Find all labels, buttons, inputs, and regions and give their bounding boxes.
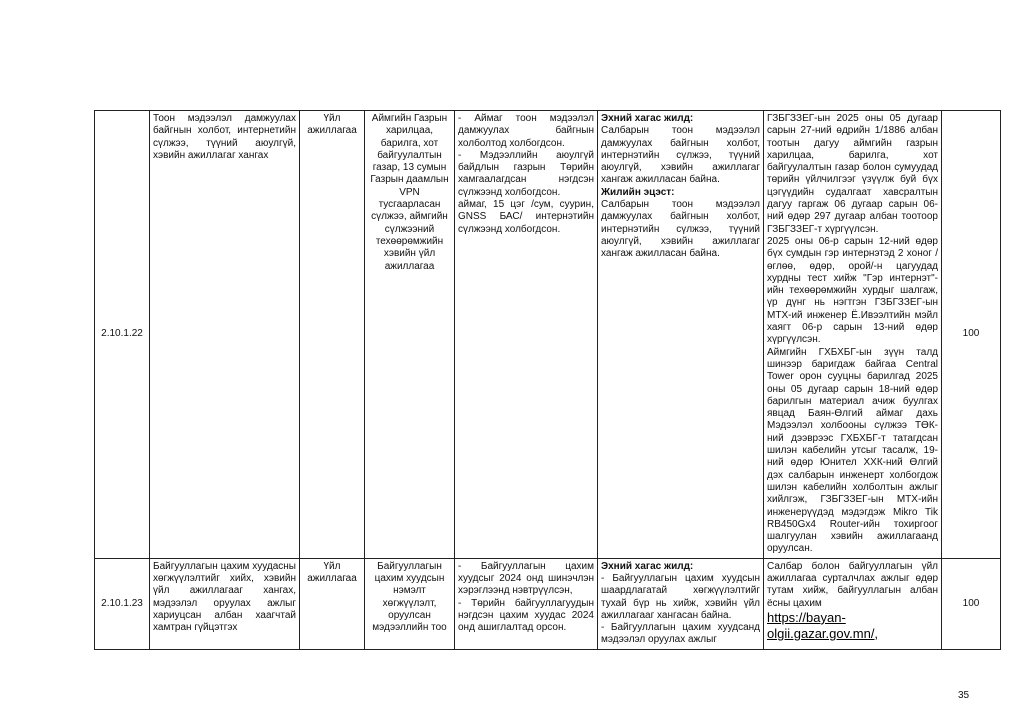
indicator-cell: Байгууллагын цахим хуудсын нэмэлт хөгжүүлэлт, оруулсан мэдээллийн тоо <box>365 558 455 649</box>
indicator-cell: Аймгийн Газрын харилцаа, барилга, хот байгуулалтын газар, 13 сумын Газрын даамлын VPN тусгаарласан сүлжээ, аймгийн сүлжээний техөөрөмжийн хэвийн үйл ажиллагаа <box>365 111 455 559</box>
page-number: 35 <box>958 690 970 701</box>
owner-cell: Үйл ажиллагаа <box>300 111 365 559</box>
table-row <box>95 558 1001 649</box>
status-text: Салбарын тоон мэдээлэл дамжуулах байгнын холбот, интернэтийн сүлжээ, түүний аюулгүй, хэвийн ажиллагаг хангаж ажилласан байна. <box>601 125 760 186</box>
row-code: 2.10.1.23 <box>95 558 150 649</box>
table-row <box>95 111 1001 559</box>
target-line: - Байгууллагын цахим хуудсыг 2024 онд шинэчлэн хэрэглээнд нэвтрүүлсэн, <box>458 560 594 597</box>
measure-cell: Байгууллагын цахим хуудасны хөгжүүлэлтийг хийх, хэвийн үйл ажиллагааг хангах, мэдээлэл оруулах ажлыг хариуцсан албан хаагчтай хамтран гүйцэтгэх <box>150 558 300 649</box>
status-cell <box>598 111 764 559</box>
report-table <box>94 110 1001 650</box>
report-cell <box>764 111 942 559</box>
status-text: - Байгууллагын цахим хуудсын шаардлагатай хөгжүүлэлтийг тухай бүр нь хийж, хэвийн үйл ажиллагааг хангасан байна. <box>601 572 760 621</box>
report-cell <box>764 558 942 649</box>
report-paragraph: 2025 оны 06-р сарын 12-ний өдөр бүх сумдын гэр интернэтэд 2 хоног /өглөө, өдөр, орой/-н цагуудад хурдны тест хийж "Гэр интернэт"-ийн техөөрөмжийн хурдыг шалгаж, үр дүнг нь нэгтгэн ГЗБГЗЗЕГ-ын МТХ-ий инженер Ё.Ивээлтийн мэйл хаягт 06-р сарын 13-ний өдөр хүргүүлсэн. <box>767 235 938 346</box>
score-cell: 100 <box>942 558 1001 649</box>
measure-cell: Тоон мэдээлэл дамжуулах байгнын холбот, интернетийн сүлжээ, түүний аюулгүй, хэвийн ажиллагаг хангах <box>150 111 300 559</box>
status-heading: Эхний хагас жилд: <box>601 560 694 572</box>
target-cell <box>455 111 598 559</box>
row-code: 2.10.1.22 <box>95 111 150 559</box>
status-heading: Эхний хагас жилд: <box>601 113 694 124</box>
report-paragraph: Салбар болон байгууллагын үйл ажиллагаа сурталчлах ажлыг өдөр тутам хийж, байгууллагын албан ёсны цахим <box>767 560 938 609</box>
website-link[interactable]: https://bayan-olgii.gazar.gov.mn/, <box>767 609 879 641</box>
owner-cell: Үйл ажиллагаа <box>300 558 365 649</box>
target-line: - Аймаг тоон мэдээлэл дамжуулах байгнын холболтод холбогдсон. <box>458 113 594 149</box>
report-paragraph: ГЗБГЗЗЕГ-ын 2025 оны 05 дугаар сарын 27-ний өдрийн 1/1886 албан тоотын дагуу аймгийн газрын харилцаа, барилга, хот байгуулалтын газар болон сумуудад төрийн үйлчилгээг үзүүлж буй бүх цэгүүдийн судалгаат хавсралтын дагуу гаргаж 06 дугаар сарын 06-ний өдөр 297 дугаар албан тоотоор ГЗБГЗЗЕГ-т хүргүүлсэн. <box>767 113 938 235</box>
report-paragraph: Аймгийн ГХБХБГ-ын зүүн талд шинээр баригдаж байгаа Central Tower орон сууцны барилгад 2025 оны 05 дугаар сарын 18-ний өдөр барилгын материал ачиж буулгах явцад Баян-Өлгий аймаг дахь Мэдээлэл холбооны сүлжээ ТӨК-ний дээврээс ГХБХБГ-т татагдсан шилэн кабелийн утсыг тасалж, 19-ний өдөр Юнител ХХК-ний Өлгий дэх салбарын инженерт холбогдож шилэн кабелийн холболтын ажлыг хийлгэж, ГЗБГЗЗЕГ-ын МТХ-ийн инженерүүдэд мэдэгдэж Mikro Tik RB450Gx4 Router-ийн тохиргоог шалгуулан хэвийн ажиллагаанд оруулсан. <box>767 346 938 555</box>
status-text: - Байгууллагын цахим хуудсанд мэдээлэл оруулах ажлыг <box>601 622 760 646</box>
score-cell: 100 <box>942 111 1001 559</box>
target-line: аймаг, 15 цэг /сум, суурин, GNSS БАС/ интернэтийн сүлжээнд холбогдсон. <box>458 199 594 235</box>
target-line: - Мэдээллийн аюулгүй байдлын газрын Төрийн хамгаалагдсан нэгдсэн сүлжээнд холбогдсон. <box>458 149 594 198</box>
target-line: - Төрийн байгууллагуудын нэгдсэн цахим хуудас 2024 онд ашиглалтад орсон. <box>458 597 594 634</box>
status-text: Салбарын тоон мэдээлэл дамжуулах байгнын холбот, интернэтийн сүлжээ, түүний аюулгүй, хэвийн ажиллагаг хангаж ажилласан байна. <box>601 199 760 260</box>
status-cell <box>598 558 764 649</box>
status-heading: Жилийн эцэст: <box>601 186 675 198</box>
target-cell <box>455 558 598 649</box>
